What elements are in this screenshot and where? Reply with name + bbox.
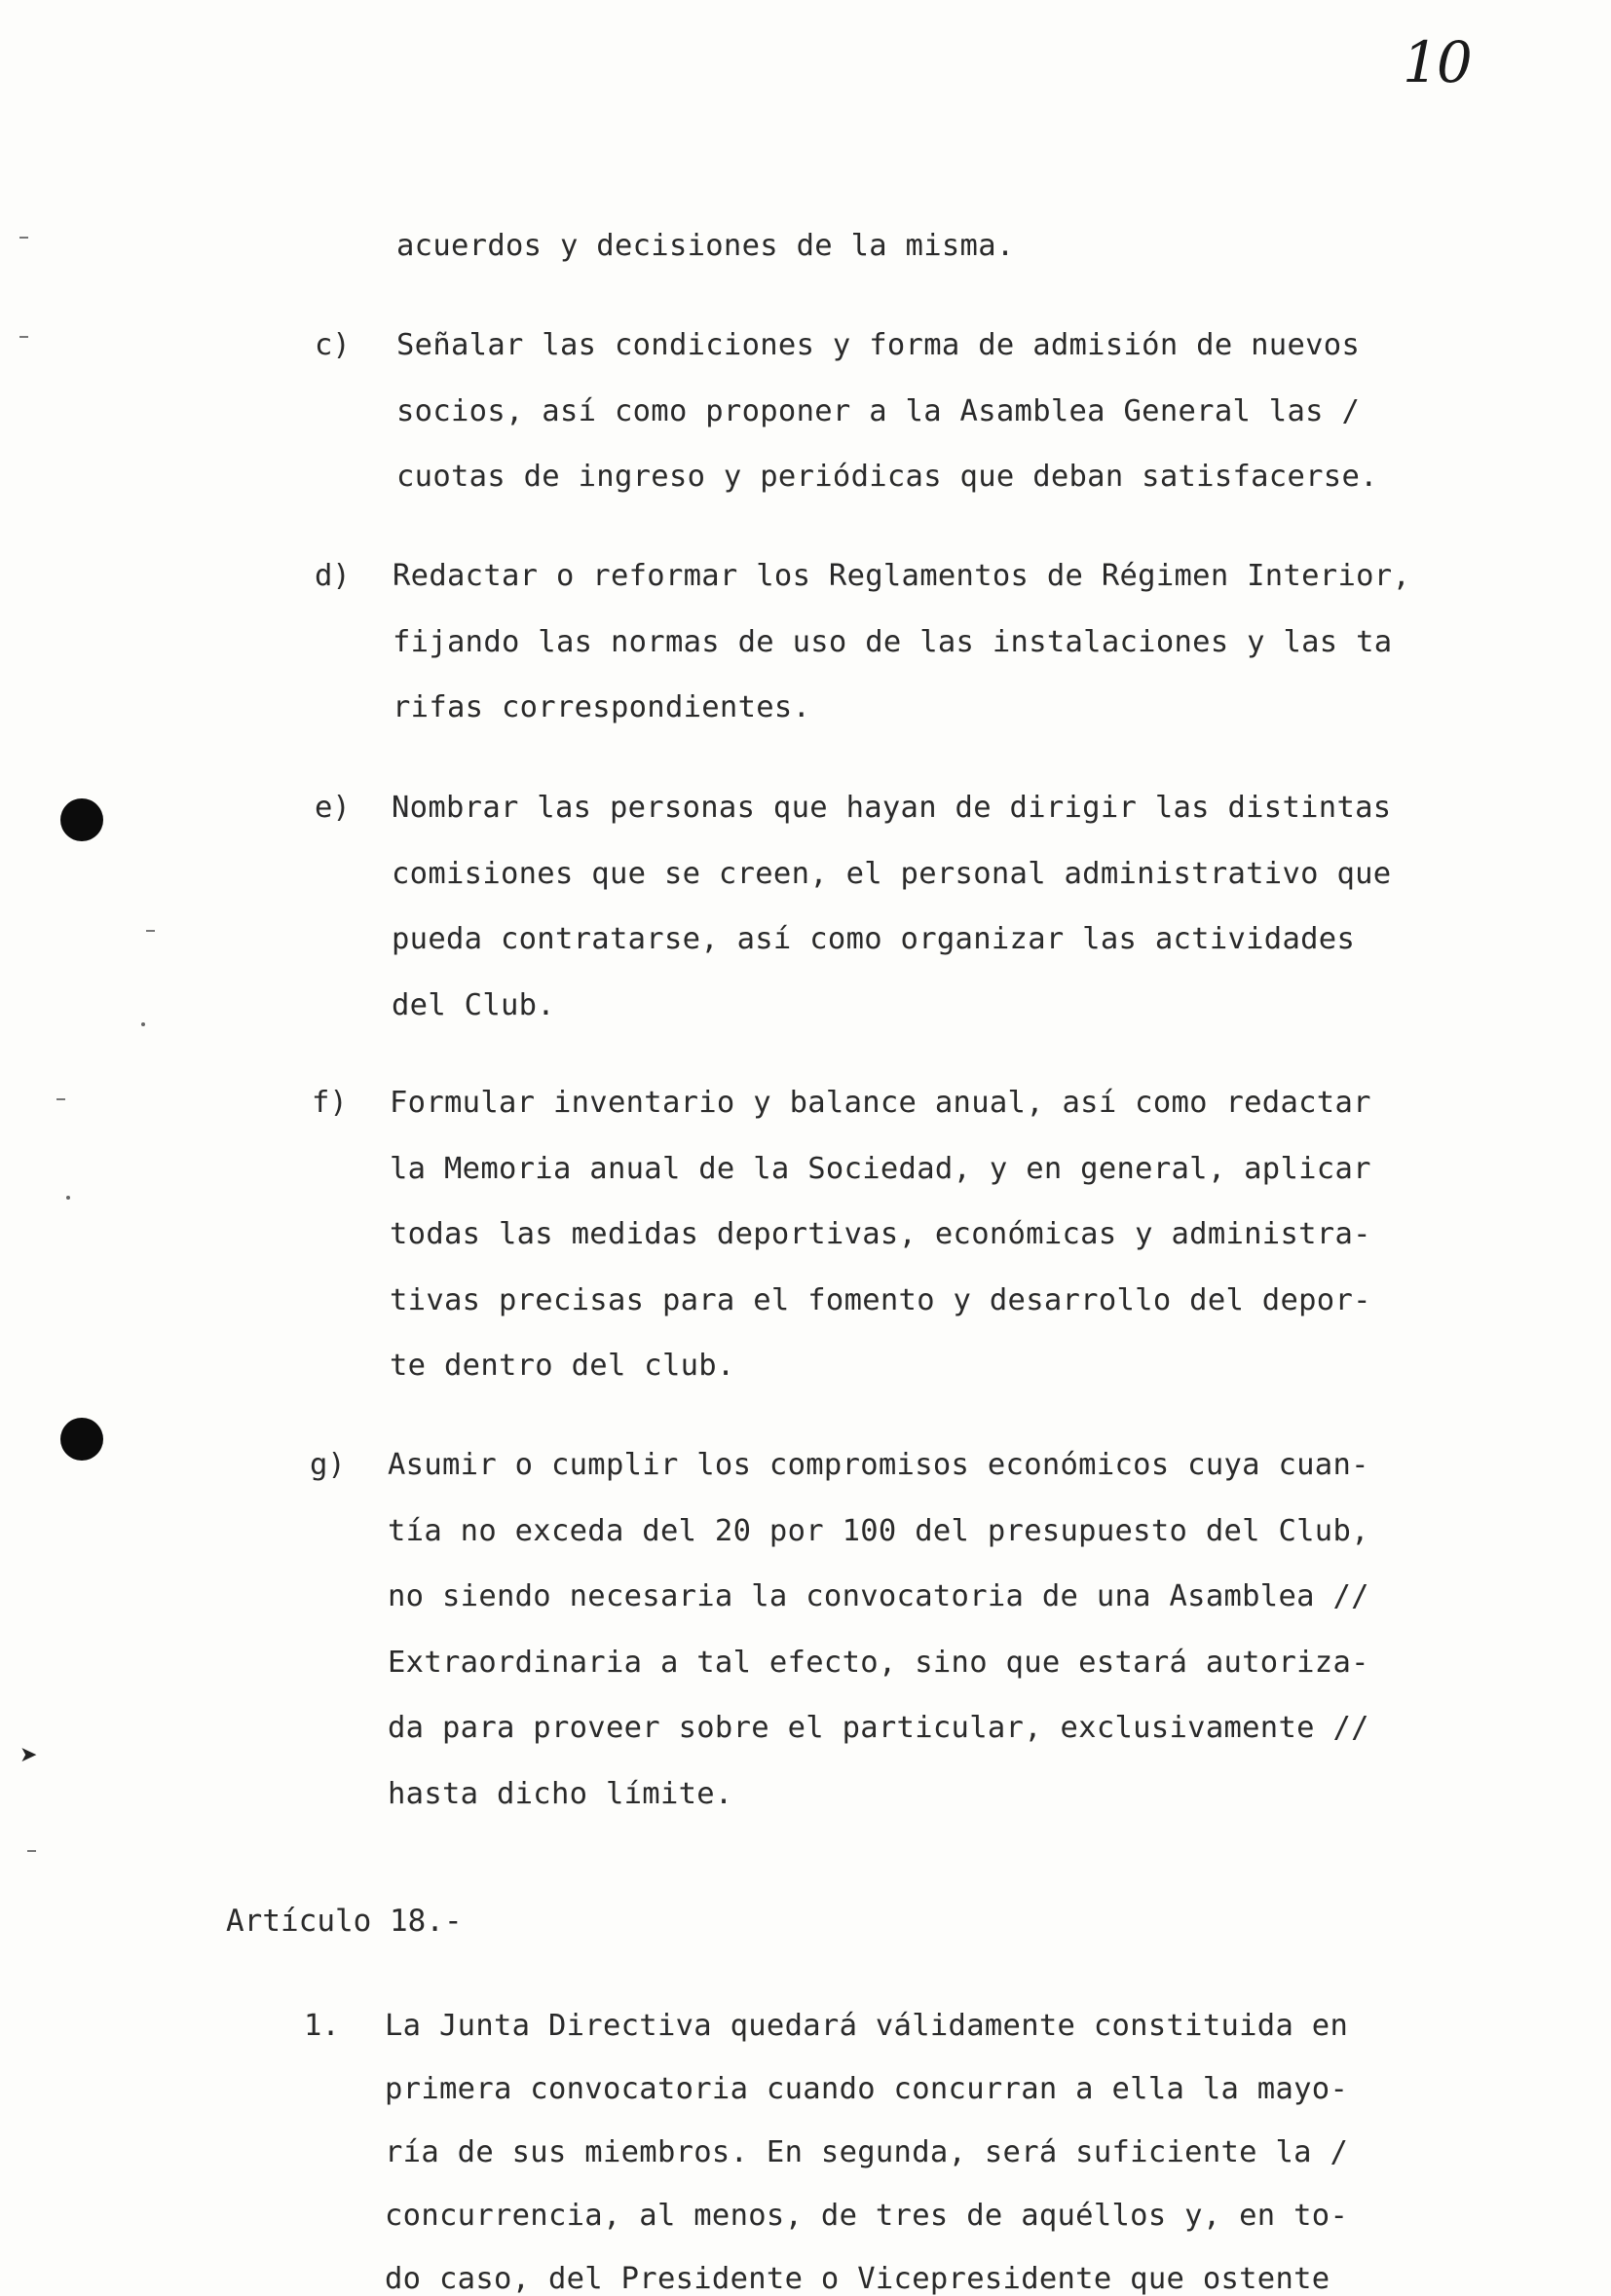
list-item-line: tivas precisas para el fomento y desarrollo del depor- — [390, 1282, 1371, 1317]
list-item-line: da para proveer sobre el particular, exclusivamente // — [388, 1711, 1369, 1745]
list-item-label: g) — [310, 1448, 346, 1482]
margin-mark — [27, 1850, 36, 1852]
list-item-line: te dentro del club. — [390, 1349, 735, 1383]
article-heading: Artículo 18.- — [226, 1904, 463, 1939]
article-item-label: 1. — [304, 2009, 340, 2043]
list-item-label: f) — [312, 1086, 348, 1120]
list-item-line: socios, así como proponer a la Asamblea General las / — [396, 393, 1361, 428]
article-item-line: do caso, del Presidente o Vicepresidente que ostente — [385, 2262, 1330, 2296]
margin-mark — [66, 1196, 70, 1200]
margin-mark — [146, 930, 155, 932]
intro-line: acuerdos y decisiones de la misma. — [396, 229, 1015, 263]
list-item-line: Extraordinaria a tal efecto, sino que estará autoriza- — [388, 1645, 1369, 1680]
margin-mark — [56, 1098, 65, 1100]
margin-arrow-icon: ➤ — [19, 1743, 38, 1767]
list-item-line: tía no exceda del 20 por 100 del presupuesto del Club, — [388, 1513, 1369, 1548]
list-item-label: e) — [315, 791, 351, 825]
list-item-line: hasta dicho límite. — [388, 1776, 733, 1811]
list-item-line: cuotas de ingreso y periódicas que deban satisfacerse. — [396, 460, 1378, 494]
list-item-line: la Memoria anual de la Sociedad, y en general, aplicar — [390, 1151, 1371, 1186]
list-item-line: Redactar o reformar los Reglamentos de Régimen Interior, — [393, 559, 1411, 593]
margin-mark — [19, 237, 28, 239]
list-item-label: c) — [315, 328, 351, 362]
list-item-line: rifas correspondientes. — [393, 690, 811, 724]
list-item-line: comisiones que se creen, el personal administrativo que — [392, 856, 1392, 891]
list-item-line: del Club. — [392, 987, 555, 1022]
list-item-label: d) — [315, 559, 351, 593]
list-item-line: todas las medidas deportivas, económicas y administra- — [390, 1217, 1371, 1251]
margin-mark — [141, 1022, 145, 1026]
list-item-line: Nombrar las personas que hayan de dirigir las distintas — [392, 791, 1392, 825]
page-number: 10 — [1403, 29, 1471, 95]
article-item-line: ría de sus miembros. En segunda, será suficiente la / — [385, 2135, 1349, 2169]
punch-hole-top — [60, 798, 103, 841]
list-item-line: Señalar las condiciones y forma de admisión de nuevos — [396, 328, 1361, 362]
list-item-line: pueda contratarse, así como organizar las actividades — [392, 922, 1356, 956]
article-item-line: primera convocatoria cuando concurran a ella la mayo- — [385, 2072, 1349, 2106]
list-item-line: Asumir o cumplir los compromisos económicos cuya cuan- — [388, 1448, 1369, 1482]
list-item-line: fijando las normas de uso de las instalaciones y las ta — [393, 624, 1393, 659]
punch-hole-bottom — [60, 1418, 103, 1461]
article-item-line: concurrencia, al menos, de tres de aquéllos y, en to- — [385, 2199, 1349, 2233]
margin-mark — [19, 336, 28, 338]
list-item-line: no siendo necesaria la convocatoria de una Asamblea // — [388, 1579, 1369, 1613]
list-item-line: Formular inventario y balance anual, así como redactar — [390, 1086, 1371, 1120]
article-item-line: La Junta Directiva quedará válidamente constituida en — [385, 2009, 1349, 2043]
